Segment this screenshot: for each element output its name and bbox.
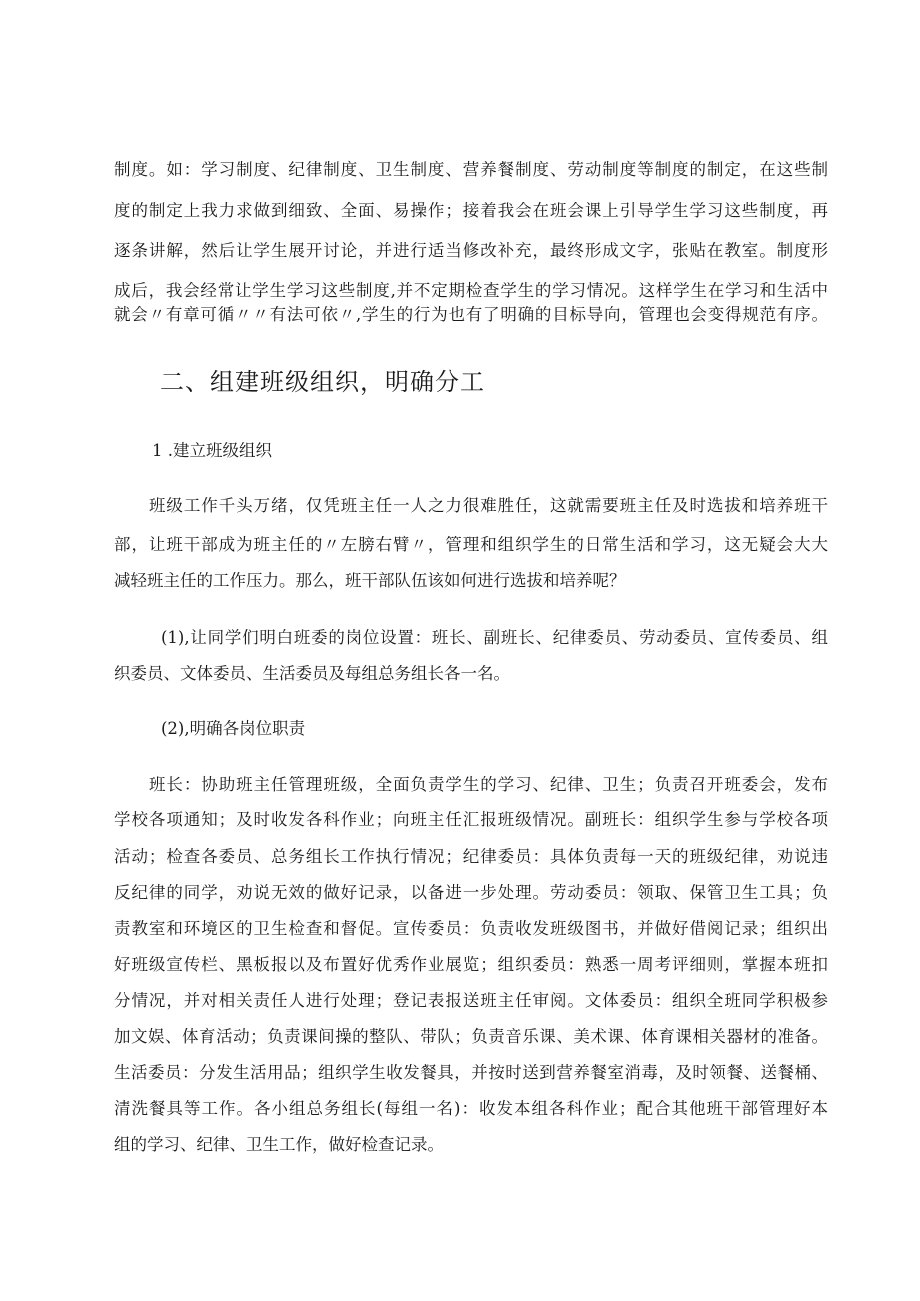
intro-line-1: 制度。如：学习制度、纪律制度、卫生制度、营养餐制度、劳动制度等制度的制定，在这些制	[114, 160, 828, 179]
duties-line-9: 生活委员：分发生活用品；组织学生收发餐具，并按时送到营养餐室消毒，及时领餐、送餐桶、	[114, 1063, 828, 1082]
intro-line-5: 就会〃有章可循〃〃有法可依〃,学生的行为也有了明确的目标导向，管理也会变得规范有序。	[114, 305, 828, 324]
duties-line-8: 加文娱、体育活动；负责课间操的整队、带队；负责音乐课、美术课、体育课相关器材的准备。	[114, 1027, 828, 1046]
section-heading: 二、组建班级组织，明确分工	[160, 368, 485, 396]
intro-line-2: 度的制定上我力求做到细致、全面、易操作；接着我会在班会课上引导学生学习这些制度，再	[114, 201, 828, 220]
duties-line-2: 学校各项通知；及时收发各科作业；向班主任汇报班级情况。副班长：组织学生参与学校各项	[114, 810, 828, 829]
intro-line-3: 逐条讲解，然后让学生展开讨论，并进行适当修改补充，最终形成文字，张贴在教室。制度形	[114, 241, 828, 260]
item1-line-2: 织委员、文体委员、生活委员及每组总务组长各一名。	[114, 664, 510, 683]
duties-line-5: 责教室和环境区的卫生检查和督促。宣传委员：负责收发班级图书，并做好借阅记录；组织出	[114, 919, 828, 938]
duties-line-1: 班长：协助班主任管理班级，全面负责学生的学习、纪律、卫生；负责召开班委会，发布	[149, 775, 828, 794]
para1-line-1: 班级工作千头万绪，仅凭班主任一人之力很难胜任，这就需要班主任及时选拔和培养班干	[149, 496, 828, 515]
duties-line-10: 清洗餐具等工作。各小组总务组长(每组一名)：收发本组各科作业；配合其他班干部管理好本	[114, 1099, 828, 1118]
duties-line-7: 分情况，并对相关责任人进行处理；登记表报送班主任审阅。文体委员：组织全班同学积极参	[114, 991, 828, 1010]
item1-line-1: (1),让同学们明白班委的岗位设置：班长、副班长、纪律委员、劳动委员、宣传委员、组	[161, 628, 828, 647]
duties-line-3: 活动；检查各委员、总务组长工作执行情况；纪律委员：具体负责每一天的班级纪律，劝说违	[114, 847, 828, 866]
item2-line: (2),明确各岗位职责	[161, 719, 306, 738]
subheading-build-class-organization: 1 .建立班级组织	[152, 441, 272, 460]
intro-line-4: 成后，我会经常让学生学习这些制度,并不定期检查学生的学习情况。这样学生在学习和生活中	[114, 281, 828, 300]
duties-line-4: 反纪律的同学，劝说无效的做好记录，以备进一步处理。劳动委员：领取、保管卫生工具；负	[114, 883, 828, 902]
para1-line-3: 减轻班主任的工作压力。那么，班干部队伍该如何进行选拔和培养呢？	[114, 571, 626, 590]
para1-line-2: 部，让班干部成为班主任的〃左膀右臂〃，管理和组织学生的日常生活和学习，这无疑会大大	[114, 535, 828, 554]
duties-line-11: 组的学习、纪律、卫生工作，做好检查记录。	[114, 1135, 444, 1154]
duties-line-6: 好班级宣传栏、黑板报以及布置好优秀作业展览；组织委员：熟悉一周考评细则，掌握本班扣	[114, 955, 828, 974]
